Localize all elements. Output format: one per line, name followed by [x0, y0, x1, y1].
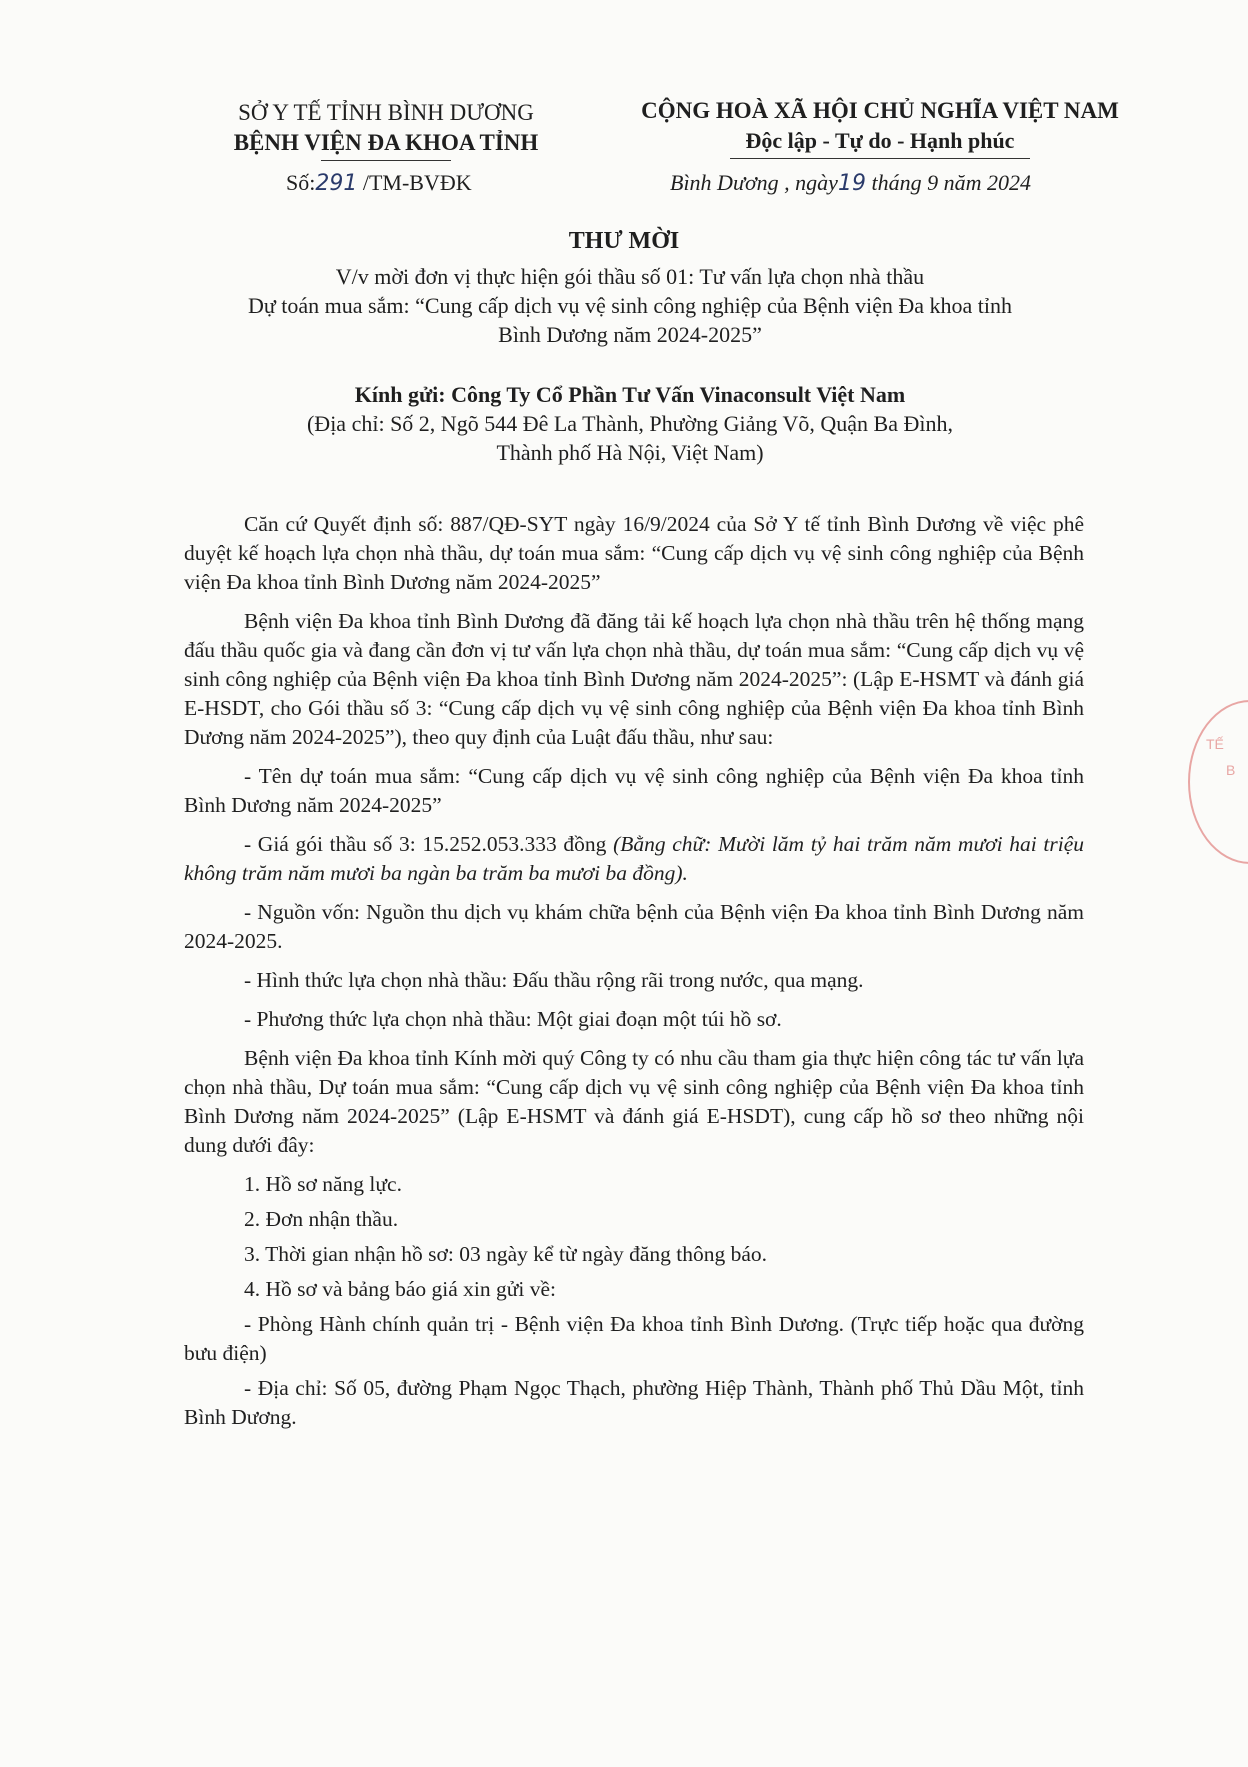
document-number-prefix: Số:: [286, 170, 316, 195]
issuer-hospital: BỆNH VIỆN ĐA KHOA TỈNH: [233, 130, 539, 155]
motto-underline: [730, 158, 1030, 159]
paragraph-package-price: [184, 830, 1084, 888]
document-date: [670, 170, 1031, 196]
list-item: 2. Đơn nhận thầu.: [244, 1207, 399, 1231]
issuer-underline: [321, 160, 451, 161]
list-item: - Địa chỉ: Số 05, đường Phạm Ngọc Thạch, phường Hiệp Thành, Thành phố Thủ Dầu Một, tỉnh Bình Dương.: [184, 1376, 1084, 1429]
paragraph-selection-form: - Hình thức lựa chọn nhà thầu: Đấu thầu rộng rãi trong nước, qua mạng.: [244, 968, 864, 992]
recipient-address-1: (Địa chỉ: Số 2, Ngõ 544 Đê La Thành, Phường Giảng Võ, Quận Ba Đình,: [306, 411, 953, 436]
subject-line-2: Dự toán mua sắm: “Cung cấp dịch vụ vệ sinh công nghiệp của Bệnh viện Đa khoa tỉnh: [247, 293, 1013, 318]
subject-line-3: Bình Dương năm 2024-2025”: [498, 322, 762, 347]
letter-body: [184, 510, 1084, 1438]
paragraph-selection-method: - Phương thức lựa chọn nhà thầu: Một giai đoạn một túi hồ sơ.: [244, 1007, 782, 1031]
list-item: 4. Hồ sơ và bảng báo giá xin gửi về:: [244, 1277, 557, 1301]
paragraph-funding-source: - Nguồn vốn: Nguồn thu dịch vụ khám chữa bệnh của Bệnh viện Đa khoa tỉnh Bình Dương năm 2024-2025.: [184, 900, 1084, 953]
red-stamp: [1188, 700, 1248, 864]
country-name: CỘNG HOÀ XÃ HỘI CHỦ NGHĨA VIỆT NAM: [641, 98, 1119, 123]
list-item: - Phòng Hành chính quản trị - Bệnh viện Đa khoa tỉnh Bình Dương. (Trực tiếp hoặc qua đường bưu điện): [184, 1312, 1084, 1365]
issuer-block: [196, 98, 576, 161]
national-motto-block: [600, 96, 1160, 159]
package-price: - Giá gói thầu số 3: 15.252.053.333 đồng: [244, 832, 614, 856]
paragraph-estimate-name: - Tên dự toán mua sắm: “Cung cấp dịch vụ vệ sinh công nghiệp của Bệnh viện Đa khoa tỉnh Bình Dương năm 2024-2025”: [184, 764, 1084, 817]
list-item: 1. Hồ sơ năng lực.: [244, 1172, 402, 1196]
list-item: 3. Thời gian nhận hồ sơ: 03 ngày kể từ ngày đăng thông báo.: [244, 1242, 768, 1266]
document-number: [286, 170, 472, 196]
package-price-in-words: (Bằng chữ: Mười lăm tỷ hai trăm năm mươi hai triệu không trăm năm mươi ba ngàn ba trăm ba mươi ba đồng).: [184, 832, 1084, 885]
paragraph-invitation: Bệnh viện Đa khoa tỉnh Kính mời quý Công ty có nhu cầu tham gia thực hiện công tác tư vấn lựa chọn nhà thầu, Dự toán mua sắm: “Cung cấp dịch vụ vệ sinh công nghiệp của Bệnh viện Đa khoa tỉnh Bình Dương năm 2024-2025” (Lập E-HSMT và đánh giá E-HSDT), cung cấp hồ sơ theo những nội dung dưới đây:: [184, 1046, 1084, 1157]
stamp-glyph-b: B: [1226, 762, 1236, 778]
stamp-glyph-t: TẾ: [1206, 736, 1224, 752]
recipient-name: Kính gửi: Công Ty Cổ Phần Tư Vấn Vinaconsult Việt Nam: [354, 382, 906, 407]
paragraph-context: Bệnh viện Đa khoa tỉnh Bình Dương đã đăng tải kế hoạch lựa chọn nhà thầu trên hệ thống mạng đấu thầu quốc gia và đang cần đơn vị tư vấn lựa chọn nhà thầu, dự toán mua sắm: “Cung cấp dịch vụ vệ sinh công nghiệp của Bệnh viện Đa khoa tỉnh Bình Dương năm 2024-2025”: (Lập E-HSMT và đánh giá E-HSDT, cho Gói thầu số 3: “Cung cấp dịch vụ vệ sinh công nghiệp của Bệnh viện Đa khoa tỉnh Bình Dương năm 2024-2025”), theo quy định của Luật đấu thầu, như sau:: [184, 609, 1084, 749]
date-prefix: Bình Dương , ngày: [670, 170, 838, 195]
subject-line-1: V/v mời đơn vị thực hiện gói thầu số 01: Tư vấn lựa chọn nhà thầu: [335, 264, 925, 289]
national-motto: Độc lập - Tự do - Hạnh phúc: [745, 128, 1015, 153]
document-number-suffix: /TM-BVĐK: [357, 170, 472, 195]
recipient-address-2: Thành phố Hà Nội, Việt Nam): [496, 440, 764, 465]
subject-block: [180, 262, 1080, 349]
recipient-block: [180, 380, 1080, 467]
issuer-department: SỞ Y TẾ TỈNH BÌNH DƯƠNG: [238, 100, 534, 125]
document-number-handwritten: 291: [315, 171, 358, 196]
document-title: THƯ MỜI: [568, 228, 680, 254]
paragraph-legal-basis: Căn cứ Quyết định số: 887/QĐ-SYT ngày 16/9/2024 của Sở Y tế tỉnh Bình Dương về việc phê duyệt kế hoạch lựa chọn nhà thầu, dự toán mua sắm: “Cung cấp dịch vụ vệ sinh công nghiệp của Bệnh viện Đa khoa tỉnh Bình Dương năm 2024-2025”: [184, 512, 1084, 594]
date-suffix: tháng 9 năm 2024: [865, 170, 1031, 195]
date-day-handwritten: 19: [837, 171, 866, 196]
